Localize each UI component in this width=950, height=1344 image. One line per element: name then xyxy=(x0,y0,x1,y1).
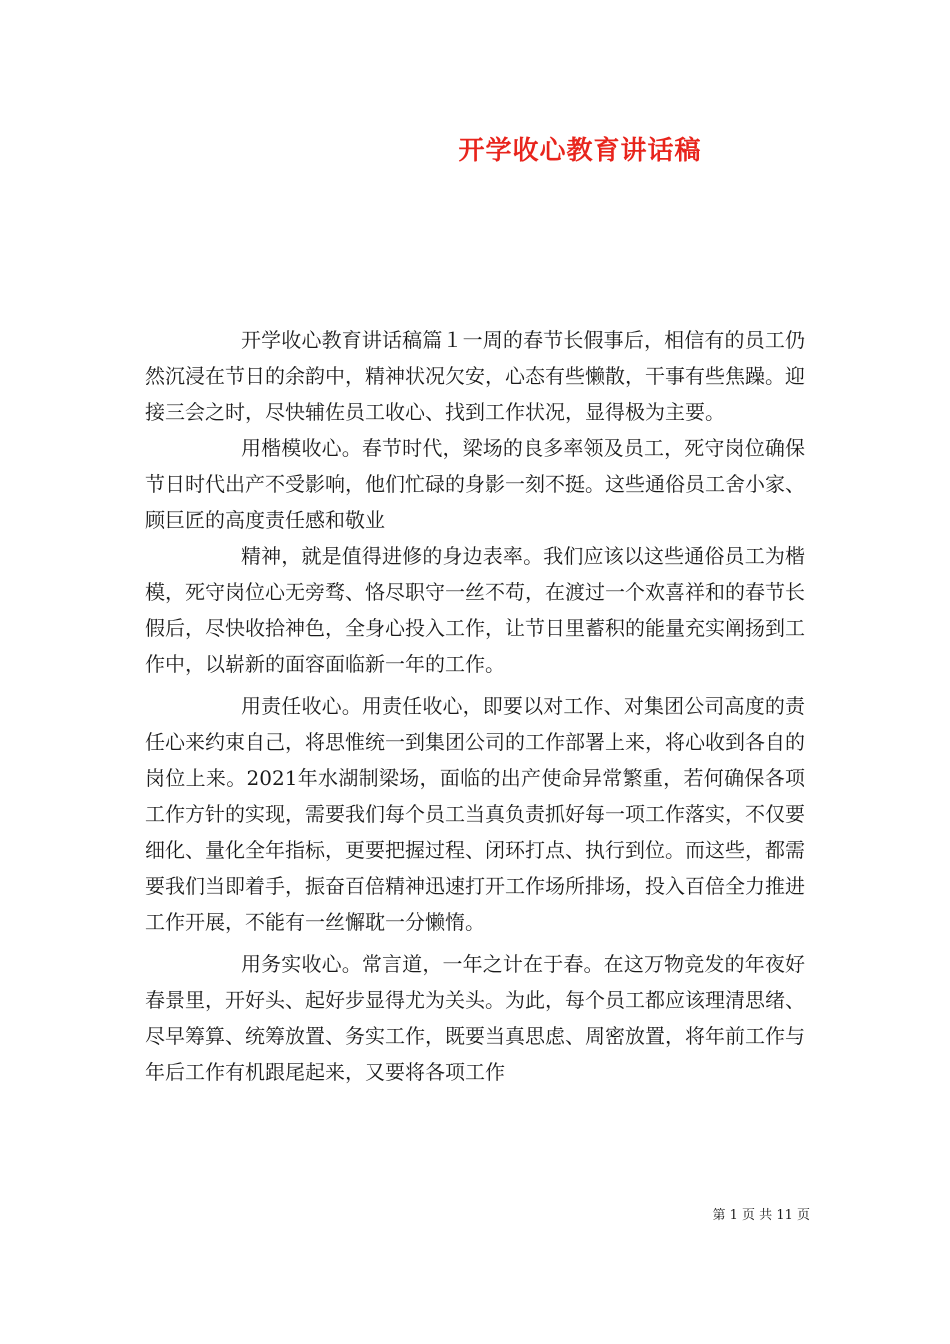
paragraph-role-model: 用楷模收心。春节时代，梁场的良多率领及员工，死守岗位确保节日时代出产不受影响，他们忙碌的身影一刻不挺。这些通俗员工舍小家、顾巨匠的高度责任感和敬业 xyxy=(145,436,805,532)
paragraph-role-model-continued: 精神，就是值得进修的身边表率。我们应该以这些通俗员工为楷模，死守岗位心无旁骛、恪尽职守一丝不苟，在渡过一个欢喜祥和的春节长假后，尽快收拾神色，全身心投入工作，让节日里蓄积的能量充实阐扬到工作中，以崭新的面容面临新一年的工作。 xyxy=(145,544,805,676)
page-number: 第 1 页 共 11 页 xyxy=(712,1208,810,1223)
paragraph-intro: 开学收心教育讲话稿篇１一周的春节长假事后，相信有的员工仍然沉浸在节日的余韵中，精神状况欠安，心态有些懒散，干事有些焦躁。迎接三会之时，尽快辅佐员工收心、找到工作状况，显得极为主要。 xyxy=(145,328,805,424)
document-title: 开学收心教育讲话稿 xyxy=(458,136,702,166)
paragraph-pragmatism: 用务实收心。常言道，一年之计在于春。在这万物竞发的年夜好春景里，开好头、起好步显得尤为关头。为此，每个员工都应该理清思绪、尽早筹算、统筹放置、务实工作，既要当真思虑、周密放置，将年前工作与年后工作有机跟尾起来，又要将各项工作 xyxy=(145,952,805,1084)
paragraph-responsibility: 用责任收心。用责任收心，即要以对工作、对集团公司高度的责任心来约束自己，将思惟统一到集团公司的工作部署上来，将心收到各自的岗位上来。2021年水湖制梁场，面临的出产使命异常繁重，若何确保各项工作方针的实现，需要我们每个员工当真负责抓好每一项工作落实，不仅要细化、量化全年指标，更要把握过程、闭环打点、执行到位。而这些，都需要我们当即着手，振奋百倍精神迅速打开工作场所排场，投入百倍全力推进工作开展，不能有一丝懈耽一分懒惰。 xyxy=(145,694,805,934)
document-body xyxy=(145,322,805,1096)
